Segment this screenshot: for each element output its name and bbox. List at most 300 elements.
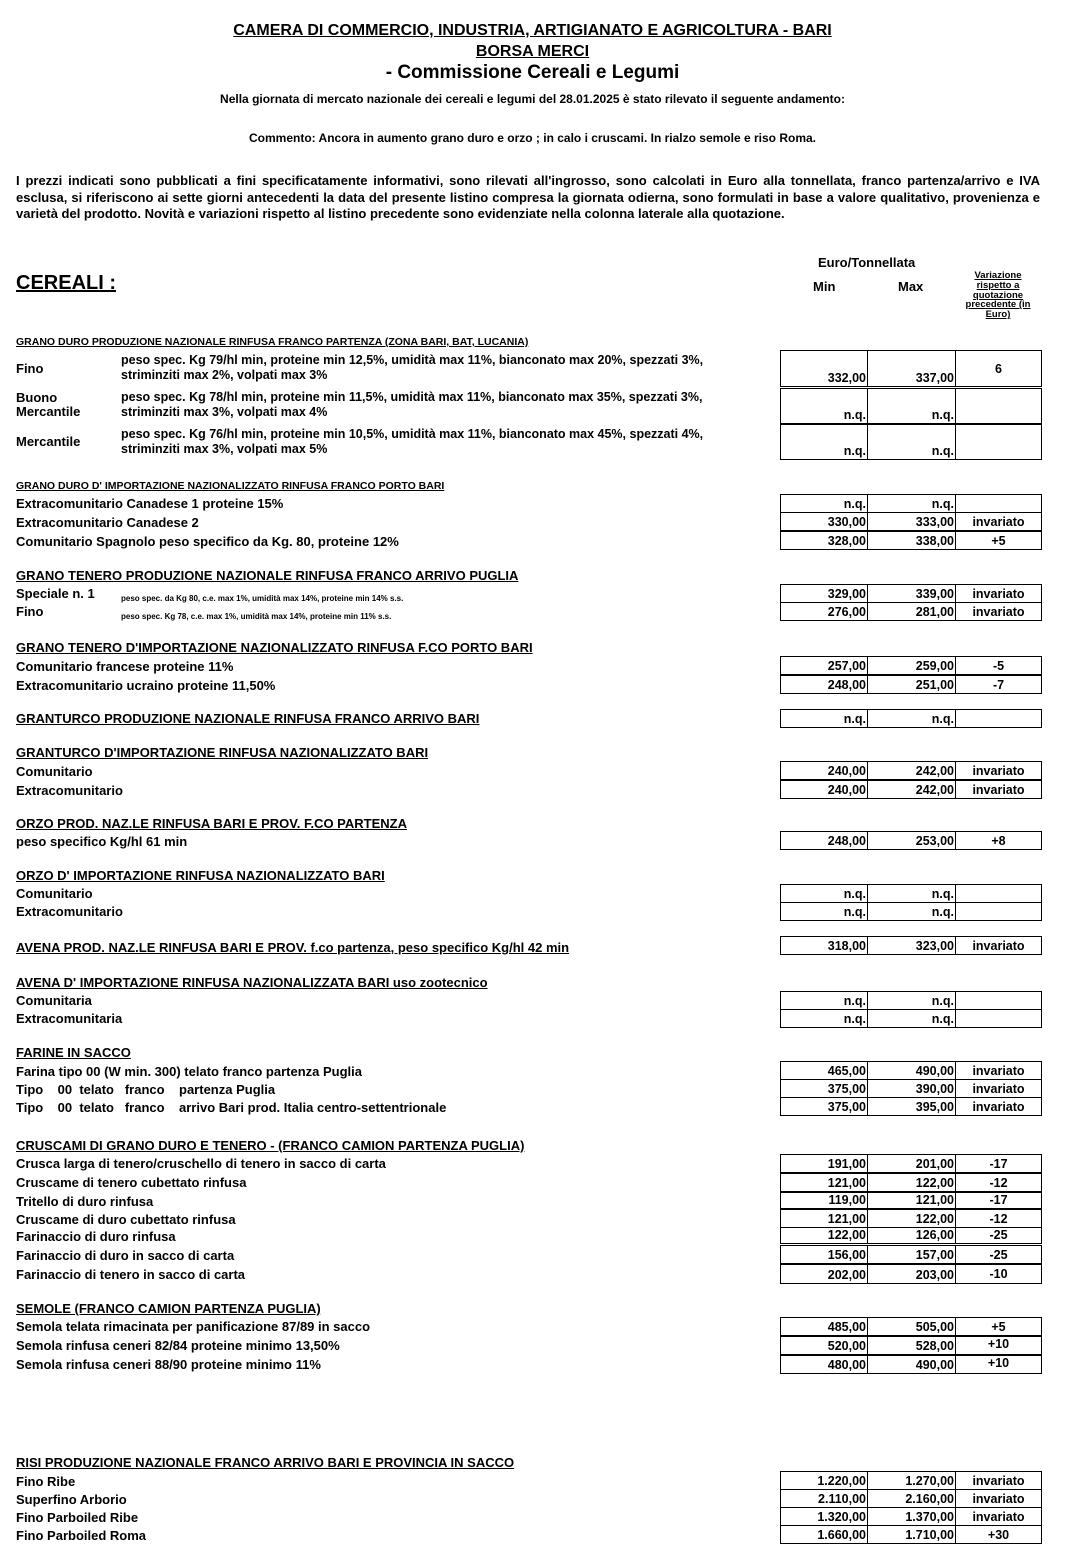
variation-cell	[956, 1210, 1041, 1227]
row-label: Fino Parboiled Roma	[16, 1528, 147, 1543]
variation-value: invariato	[972, 764, 1025, 778]
min-value: 1.320,00	[817, 1510, 866, 1524]
variation-value: invariato	[972, 1082, 1025, 1096]
price-row	[780, 1173, 1042, 1192]
min-cell	[781, 603, 868, 620]
max-cell	[868, 532, 956, 549]
max-cell	[868, 676, 956, 693]
row-label: Mercantile	[16, 434, 81, 449]
variation-cell	[956, 1508, 1041, 1525]
section-cruscami: CRUSCAMI DI GRANO DURO E TENERO - (FRANCO CAMION PARTENZA PUGLIA)	[16, 1138, 525, 1153]
variation-value: +10	[987, 1337, 1010, 1351]
max-value: 505,00	[915, 1320, 954, 1334]
max-value: 390,00	[915, 1082, 954, 1096]
max-value: 339,00	[915, 587, 954, 601]
min-value: 329,00	[827, 587, 866, 601]
variation-value: -12	[989, 1212, 1008, 1226]
max-value: n.q.	[931, 497, 954, 511]
min-value: 375,00	[827, 1100, 866, 1114]
row-label: Cruscame di tenero cubettato rinfusa	[16, 1175, 247, 1190]
variation-value: +8	[991, 834, 1006, 848]
price-row	[780, 388, 1042, 424]
max-value: 122,00	[915, 1212, 954, 1226]
max-value: 281,00	[915, 605, 954, 619]
price-row	[780, 1336, 1042, 1355]
min-cell	[781, 495, 868, 512]
variation-cell	[956, 1356, 1041, 1373]
variation-value: -17	[989, 1157, 1008, 1171]
min-value: 276,00	[827, 605, 866, 619]
row-label: Comunitario Spagnolo peso specifico da Kg. 80, proteine 12%	[16, 534, 399, 549]
max-value: n.q.	[931, 905, 954, 919]
price-row	[780, 656, 1042, 675]
variation-value: invariato	[972, 605, 1025, 619]
min-value: n.q.	[843, 497, 866, 511]
variation-value: -25	[989, 1248, 1008, 1262]
chamber-title: CAMERA DI COMMERCIO, INDUSTRIA, ARTIGIANATO E AGRICOLTURA - BARI	[233, 22, 832, 39]
max-cell	[868, 710, 956, 727]
min-cell	[781, 351, 868, 386]
row-label: Cruscame di duro cubettato rinfusa	[16, 1212, 236, 1227]
section-grano-tenero-importazione: GRANO TENERO D'IMPORTAZIONE NAZIONALIZZATO RINFUSA F.CO PORTO BARI	[16, 640, 533, 655]
min-cell	[781, 1193, 868, 1208]
section-farine: FARINE IN SACCO	[16, 1045, 131, 1060]
variation-value: -7	[992, 678, 1005, 692]
max-cell	[868, 1210, 956, 1227]
price-row	[780, 350, 1042, 387]
max-value: 201,00	[915, 1157, 954, 1171]
min-value: 121,00	[827, 1212, 866, 1226]
section-orzo-importazione: ORZO D' IMPORTAZIONE RINFUSA NAZIONALIZZATO BARI	[16, 868, 385, 883]
min-value: 257,00	[827, 659, 866, 673]
max-cell	[868, 903, 956, 920]
min-cell	[781, 781, 868, 798]
min-value: 332,00	[827, 371, 866, 385]
price-row	[780, 902, 1042, 921]
max-value: n.q.	[931, 408, 954, 422]
max-cell	[868, 1337, 956, 1354]
price-row	[780, 512, 1042, 531]
max-header: Max	[898, 279, 924, 294]
row-label: Fino	[16, 361, 44, 376]
variation-cell	[956, 585, 1041, 602]
min-value: 330,00	[827, 515, 866, 529]
variation-value: +10	[987, 1356, 1010, 1370]
row-label: Farina tipo 00 (W min. 300) telato franco partenza Puglia	[16, 1064, 363, 1079]
price-row	[780, 1507, 1042, 1526]
section-orzo-nazionale: ORZO PROD. NAZ.LE RINFUSA BARI E PROV. F.CO PARTENZA	[16, 816, 407, 831]
min-cell	[781, 710, 868, 727]
variation-value: invariato	[972, 939, 1025, 953]
min-cell	[781, 1490, 868, 1507]
variation-cell	[956, 1155, 1041, 1172]
max-value: 242,00	[915, 783, 954, 797]
min-value: 328,00	[827, 534, 866, 548]
variation-cell	[956, 781, 1041, 798]
row-label: Farinaccio di tenero in sacco di carta	[16, 1267, 246, 1282]
unit-header: Euro/Tonnellata	[818, 255, 916, 270]
comment-text: Commento: Ancora in aumento grano duro e orzo ; in calo i cruscami. In rialzo semole e riso Roma.	[249, 131, 816, 145]
max-cell	[868, 1265, 956, 1283]
price-row	[780, 1355, 1042, 1374]
min-cell	[781, 762, 868, 779]
variation-value: invariato	[972, 1100, 1025, 1114]
min-cell	[781, 1265, 868, 1283]
min-cell	[781, 585, 868, 602]
min-cell	[781, 1155, 868, 1172]
min-value: 1.220,00	[817, 1474, 866, 1488]
variation-value: invariato	[972, 587, 1025, 601]
variation-cell	[956, 1062, 1041, 1079]
min-cell	[781, 676, 868, 693]
max-cell	[868, 885, 956, 902]
max-value: 528,00	[915, 1339, 954, 1353]
max-cell	[868, 937, 956, 954]
row-description: peso spec. da Kg 80, c.e. max 1%, umidità max 14%, proteine min 14% s.s.	[121, 594, 404, 603]
variation-cell	[956, 1010, 1041, 1027]
row-label: Extracomunitaria	[16, 1011, 123, 1026]
min-cell	[781, 513, 868, 530]
min-value: 375,00	[827, 1082, 866, 1096]
variation-value: -12	[989, 1176, 1008, 1190]
row-label: Buono Mercantile	[16, 390, 81, 419]
variation-cell	[956, 1080, 1041, 1097]
section-granturco-importazione: GRANTURCO D'IMPORTAZIONE RINFUSA NAZIONALIZZATO BARI	[16, 745, 429, 760]
row-label: Fino Ribe	[16, 1474, 76, 1489]
row-description: peso spec. Kg 78/hl min, proteine min 11,5%, umidità max 11%, bianconato max 35%, spezzati 3%, striminziti max 3%, volpati max 4%	[121, 390, 703, 419]
max-value: 337,00	[915, 371, 954, 385]
section-grano-duro-nazionale: GRANO DURO PRODUZIONE NAZIONALE RINFUSA FRANCO PARTENZA (ZONA BARI, BAT, LUCANIA)	[16, 336, 529, 348]
max-value: n.q.	[931, 712, 954, 726]
max-cell	[868, 351, 956, 386]
max-cell	[868, 425, 956, 459]
section-avena-nazionale: AVENA PROD. NAZ.LE RINFUSA BARI E PROV. f.co partenza, peso specifico Kg/hl 42 min	[16, 940, 570, 955]
section-granturco-nazionale: GRANTURCO PRODUZIONE NAZIONALE RINFUSA FRANCO ARRIVO BARI	[16, 711, 480, 726]
min-cell	[781, 1010, 868, 1027]
min-value: 202,00	[827, 1268, 866, 1282]
row-label: Superfino Arborio	[16, 1492, 127, 1507]
variation-cell	[956, 351, 1041, 386]
variation-cell	[956, 992, 1041, 1009]
max-cell	[868, 1318, 956, 1335]
min-cell	[781, 937, 868, 954]
variation-cell	[956, 885, 1041, 902]
price-row	[780, 1061, 1042, 1080]
row-label: Extracomunitario ucraino proteine 11,50%	[16, 678, 276, 693]
price-row	[780, 602, 1042, 621]
variation-cell	[956, 389, 1041, 423]
variation-value: invariato	[972, 1510, 1025, 1524]
row-description: peso spec. Kg 79/hl min, proteine min 12,5%, umidità max 11%, bianconato max 20%, spezzati 3%, striminziti max 2%, volpati max 3%	[121, 353, 704, 382]
max-value: 490,00	[915, 1064, 954, 1078]
row-label: Comunitario francese proteine 11%	[16, 659, 234, 674]
section-avena-importazione: AVENA D' IMPORTAZIONE RINFUSA NAZIONALIZZATA BARI uso zootecnico	[16, 975, 488, 990]
min-value: 156,00	[827, 1248, 866, 1262]
variation-value: invariato	[972, 1474, 1025, 1488]
max-cell	[868, 1508, 956, 1525]
max-value: 2.160,00	[905, 1492, 954, 1506]
row-description: peso spec. Kg 78, c.e. max 1%, umidità max 14%, proteine min 11% s.s.	[121, 612, 392, 621]
min-value: n.q.	[843, 905, 866, 919]
variation-cell	[956, 1526, 1041, 1543]
price-row	[780, 494, 1042, 513]
price-row	[780, 1471, 1042, 1490]
max-value: 1.270,00	[905, 1474, 954, 1488]
price-row	[780, 1245, 1042, 1264]
variation-cell	[956, 903, 1041, 920]
row-label: Tipo 00 telato franco arrivo Bari prod. Italia centro-settentrionale	[16, 1100, 447, 1115]
min-value: 520,00	[827, 1339, 866, 1353]
max-value: 126,00	[915, 1228, 954, 1242]
max-cell	[868, 603, 956, 620]
max-cell	[868, 781, 956, 798]
max-value: 122,00	[915, 1176, 954, 1190]
market-day-text: Nella giornata di mercato nazionale dei cereali e legumi del 28.01.2025 è stato rilevato il seguente andamento:	[220, 92, 845, 106]
min-header: Min	[813, 279, 836, 294]
max-value: 395,00	[915, 1100, 954, 1114]
row-label: Semola telata rimacinata per panificazione 87/89 in sacco	[16, 1319, 371, 1334]
variation-value: -10	[989, 1267, 1008, 1281]
max-cell	[868, 1356, 956, 1373]
variation-cell	[956, 1337, 1041, 1354]
max-value: n.q.	[931, 994, 954, 1008]
min-cell	[781, 1356, 868, 1373]
variation-value: +5	[991, 1320, 1006, 1334]
price-row	[780, 1192, 1042, 1209]
intro-paragraph: I prezzi indicati sono pubblicati a fini specificatamente informativi, sono rilevati all'ingrosso, sono calcolati in Euro alla tonnellata, franco partenza/arrivo e IVA esclusa, si riferiscono ai sette giorni antecedenti la data del presente listino compresa la giornata odierna, sono formulati in base a valore qualitativo, provenienza e varietà del prodotto. Novità e variazioni rispetto al listino precedente sono evidenziate nella colonna laterale alla quotazione.	[16, 173, 1040, 221]
price-row	[780, 1154, 1042, 1173]
min-value: 465,00	[827, 1064, 866, 1078]
price-row	[780, 1097, 1042, 1116]
variation-value: -5	[992, 659, 1005, 673]
row-label: Comunitaria	[16, 993, 92, 1008]
min-value: n.q.	[843, 994, 866, 1008]
section-grano-duro-importazione: GRANO DURO D' IMPORTAZIONE NAZIONALIZZATO RINFUSA FRANCO PORTO BARI	[16, 480, 445, 492]
max-cell	[868, 1526, 956, 1543]
max-cell	[868, 1062, 956, 1079]
variation-value: -17	[989, 1193, 1008, 1207]
max-cell	[868, 1472, 956, 1489]
row-label: Extracomunitario	[16, 904, 123, 919]
min-cell	[781, 832, 868, 849]
max-value: n.q.	[931, 887, 954, 901]
min-value: 121,00	[827, 1176, 866, 1190]
max-value: 333,00	[915, 515, 954, 529]
commission-title: - Commissione Cereali e Legumi	[385, 62, 680, 83]
row-label: Fino Parboiled Ribe	[16, 1510, 139, 1525]
max-value: 259,00	[915, 659, 954, 673]
max-value: 203,00	[915, 1268, 954, 1282]
variation-cell	[956, 1193, 1041, 1208]
max-cell	[868, 585, 956, 602]
variation-cell	[956, 1228, 1041, 1243]
row-label: Farinaccio di duro in sacco di carta	[16, 1248, 235, 1263]
max-cell	[868, 1246, 956, 1263]
row-label: Extracomunitario Canadese 2	[16, 515, 199, 530]
row-label: Fino	[16, 604, 44, 619]
min-value: 240,00	[827, 783, 866, 797]
min-cell	[781, 1062, 868, 1079]
max-cell	[868, 762, 956, 779]
price-row	[780, 709, 1042, 728]
variation-cell	[956, 937, 1041, 954]
row-label: Comunitario	[16, 764, 93, 779]
row-label: peso specifico Kg/hl 61 min	[16, 834, 188, 849]
max-value: n.q.	[931, 1012, 954, 1026]
variation-value: 6	[995, 362, 1002, 376]
variation-cell	[956, 495, 1041, 512]
row-label: Tritello di duro rinfusa	[16, 1194, 154, 1209]
min-cell	[781, 1080, 868, 1097]
min-cell	[781, 1472, 868, 1489]
variation-cell	[956, 832, 1041, 849]
variation-cell	[956, 1246, 1041, 1263]
min-cell	[781, 885, 868, 902]
min-cell	[781, 1246, 868, 1263]
max-cell	[868, 1193, 956, 1208]
max-value: n.q.	[931, 444, 954, 458]
variation-cell	[956, 657, 1041, 674]
row-label: Semola rinfusa ceneri 88/90 proteine minimo 11%	[16, 1357, 321, 1372]
variation-header: Variazione rispetto a quotazione precedente (in Euro)	[965, 270, 1031, 321]
price-row	[780, 584, 1042, 603]
price-row	[780, 1227, 1042, 1244]
variation-value: invariato	[972, 1064, 1025, 1078]
price-row	[780, 424, 1042, 460]
max-cell	[868, 1228, 956, 1243]
variation-value: invariato	[972, 1492, 1025, 1506]
variation-cell	[956, 1265, 1041, 1283]
min-value: n.q.	[843, 887, 866, 901]
max-cell	[868, 1174, 956, 1191]
variation-cell	[956, 532, 1041, 549]
max-value: 251,00	[915, 678, 954, 692]
min-value: 485,00	[827, 1320, 866, 1334]
max-cell	[868, 389, 956, 423]
min-value: 191,00	[827, 1157, 866, 1171]
variation-cell	[956, 1174, 1041, 1191]
max-cell	[868, 1010, 956, 1027]
max-value: 338,00	[915, 534, 954, 548]
section-risi: RISI PRODUZIONE NAZIONALE FRANCO ARRIVO BARI E PROVINCIA IN SACCO	[16, 1455, 515, 1470]
min-value: 2.110,00	[818, 1492, 866, 1506]
max-value: 490,00	[915, 1358, 954, 1372]
variation-cell	[956, 1490, 1041, 1507]
variation-cell	[956, 1098, 1041, 1115]
variation-value: -25	[989, 1228, 1008, 1242]
max-value: 253,00	[915, 834, 954, 848]
variation-cell	[956, 762, 1041, 779]
variation-cell	[956, 425, 1041, 459]
price-row	[780, 1317, 1042, 1336]
row-description: peso spec. Kg 76/hl min, proteine min 10,5%, umidità max 11%, bianconato max 45%, spezzati 4%, striminziti max 3%, volpati max 5%	[121, 427, 704, 456]
min-value: n.q.	[843, 1012, 866, 1026]
max-cell	[868, 1155, 956, 1172]
min-cell	[781, 1337, 868, 1354]
max-cell	[868, 1098, 956, 1115]
variation-cell	[956, 1318, 1041, 1335]
variation-value: invariato	[972, 783, 1025, 797]
row-label: Comunitario	[16, 886, 93, 901]
price-row	[780, 1489, 1042, 1508]
max-value: 1.710,00	[905, 1528, 954, 1542]
row-label: Speciale n. 1	[16, 586, 95, 601]
max-cell	[868, 513, 956, 530]
min-cell	[781, 1210, 868, 1227]
max-cell	[868, 992, 956, 1009]
min-value: 119,00	[828, 1193, 866, 1207]
min-value: 248,00	[827, 678, 866, 692]
price-row	[780, 884, 1042, 903]
variation-value: +5	[991, 534, 1006, 548]
min-cell	[781, 425, 868, 459]
row-label: Tipo 00 telato franco partenza Puglia	[16, 1082, 276, 1097]
min-value: 1.660,00	[817, 1528, 866, 1542]
max-cell	[868, 495, 956, 512]
min-cell	[781, 903, 868, 920]
min-value: 248,00	[827, 834, 866, 848]
row-label: Farinaccio di duro rinfusa	[16, 1229, 176, 1244]
max-cell	[868, 657, 956, 674]
min-cell	[781, 1098, 868, 1115]
cereali-heading: CEREALI :	[16, 272, 116, 294]
price-row	[780, 1009, 1042, 1028]
price-row	[780, 831, 1042, 850]
min-cell	[781, 992, 868, 1009]
price-row	[780, 1525, 1042, 1544]
price-row	[780, 936, 1042, 955]
min-value: n.q.	[843, 712, 866, 726]
variation-cell	[956, 1472, 1041, 1489]
min-cell	[781, 657, 868, 674]
min-cell	[781, 1526, 868, 1543]
borsa-merci-title: BORSA MERCI	[475, 43, 590, 60]
min-value: 318,00	[827, 939, 866, 953]
price-row	[780, 1209, 1042, 1228]
min-value: 122,00	[827, 1228, 866, 1242]
row-label: Extracomunitario Canadese 1 proteine 15%	[16, 496, 284, 511]
variation-cell	[956, 710, 1041, 727]
max-cell	[868, 832, 956, 849]
min-value: n.q.	[843, 408, 866, 422]
max-cell	[868, 1490, 956, 1507]
variation-cell	[956, 676, 1041, 693]
row-label: Crusca larga di tenero/cruschello di tenero in sacco di carta	[16, 1156, 386, 1171]
min-cell	[781, 1228, 868, 1243]
min-value: 240,00	[827, 764, 866, 778]
variation-cell	[956, 513, 1041, 530]
max-cell	[868, 1080, 956, 1097]
min-cell	[781, 1318, 868, 1335]
price-row	[780, 780, 1042, 799]
max-value: 157,00	[915, 1248, 954, 1262]
price-row	[780, 991, 1042, 1010]
variation-cell	[956, 603, 1041, 620]
price-row	[780, 675, 1042, 694]
price-row	[780, 531, 1042, 550]
variation-value: invariato	[972, 515, 1025, 529]
max-value: 1.370,00	[905, 1510, 954, 1524]
max-value: 323,00	[915, 939, 954, 953]
min-cell	[781, 1174, 868, 1191]
price-row	[780, 1079, 1042, 1098]
min-value: 480,00	[827, 1358, 866, 1372]
min-cell	[781, 532, 868, 549]
max-value: 121,00	[915, 1193, 954, 1207]
min-cell	[781, 1508, 868, 1525]
price-row	[780, 1264, 1042, 1284]
row-label: Extracomunitario	[16, 783, 123, 798]
